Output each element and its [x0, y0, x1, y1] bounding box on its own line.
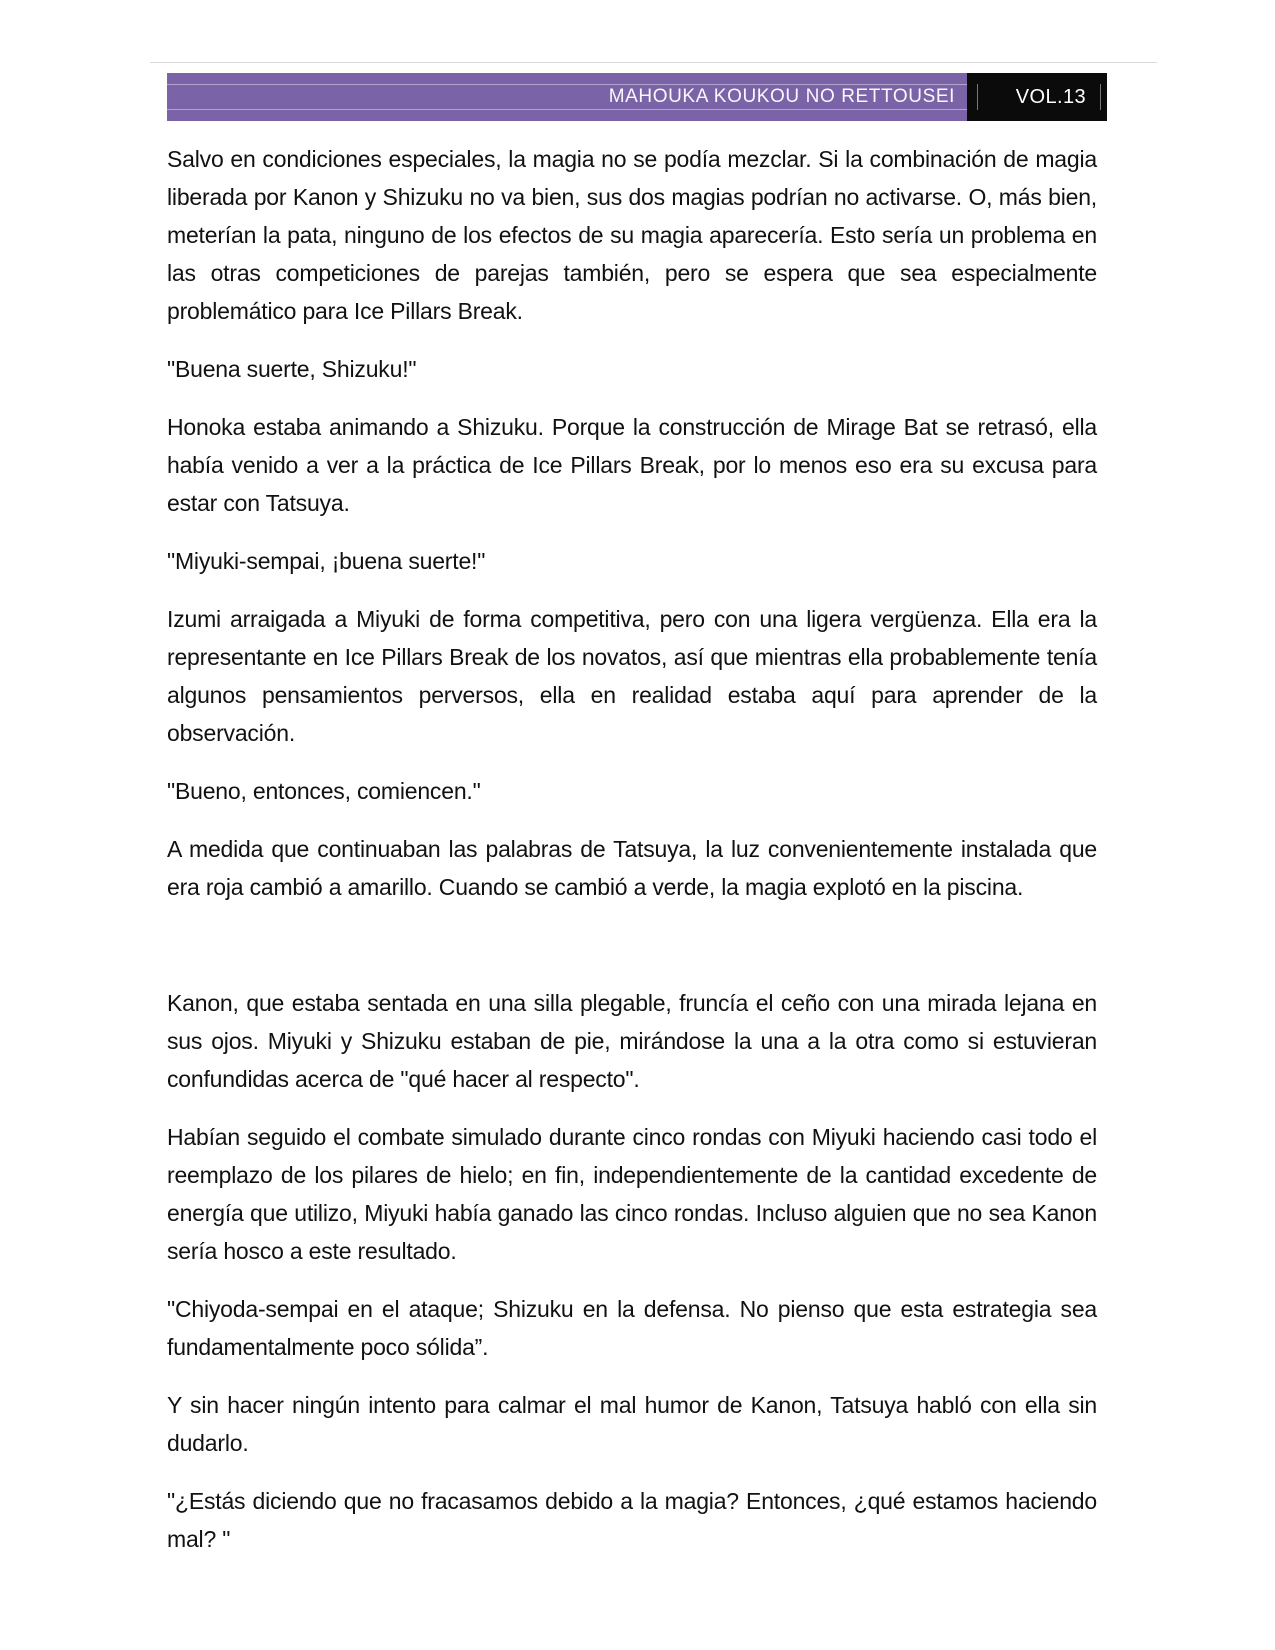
paragraph: Salvo en condiciones especiales, la magia no se podía mezclar. Si la combinación de magia liberada por Kanon y Shizuku no va bien, sus dos magias podrían no activarse. O, más bien, meterían la pata, ninguno de los efectos de su magia aparecería. Esto sería un problema en las otras competiciones de parejas también, pero se espera que sea especialmente problemático para Ice Pillars Break.	[167, 146, 1097, 324]
header-bar	[167, 73, 1107, 121]
volume-label: VOL.13	[977, 84, 1101, 110]
paragraph: Habían seguido el combate simulado durante cinco rondas con Miyuki haciendo casi todo el reemplazo de los pilares de hielo; en fin, independientemente de la cantidad excedente de energía que utilizo, Miyuki había ganado las cinco rondas. Incluso alguien que no sea Kanon sería hosco a este resultado.	[167, 1124, 1097, 1264]
volume-box	[967, 73, 1107, 121]
paragraph: Kanon, que estaba sentada en una silla plegable, fruncía el ceño con una mirada lejana en sus ojos. Miyuki y Shizuku estaban de pie, mirándose la una a la otra como si estuvieran confundidas acerca de "qué hacer al respecto".	[167, 990, 1097, 1092]
paragraph: "Miyuki-sempai, ¡buena suerte!"	[167, 548, 486, 574]
page-content	[167, 140, 1097, 1578]
blank-line	[167, 926, 1097, 964]
paragraph: Y sin hacer ningún intento para calmar el mal humor de Kanon, Tatsuya habló con ella sin dudarlo.	[167, 1392, 1097, 1456]
paragraph: Honoka estaba animando a Shizuku. Porque la construcción de Mirage Bat se retrasó, ella había venido a ver a la práctica de Ice Pillars Break, por lo menos eso era su excusa para estar con Tatsuya.	[167, 414, 1097, 516]
paragraph: Izumi arraigada a Miyuki de forma competitiva, pero con una ligera vergüenza. Ella era la representante en Ice Pillars Break de los novatos, así que mientras ella probablemente tenía algunos pensamientos perversos, ella en realidad estaba aquí para aprender de la observación.	[167, 606, 1097, 746]
paragraph: A medida que continuaban las palabras de Tatsuya, la luz convenientemente instalada que era roja cambió a amarillo. Cuando se cambió a verde, la magia explotó en la piscina.	[167, 836, 1097, 900]
paragraph: "Bueno, entonces, comiencen."	[167, 778, 481, 804]
header-top-rule	[150, 62, 1157, 63]
paragraph: "Buena suerte, Shizuku!"	[167, 356, 417, 382]
paragraph: "¿Estás diciendo que no fracasamos debido a la magia? Entonces, ¿qué estamos haciendo mal? "	[167, 1488, 1097, 1552]
paragraph: "Chiyoda-sempai en el ataque; Shizuku en la defensa. No pienso que esta estrategia sea fundamentalmente poco sólida”.	[167, 1296, 1097, 1360]
book-title: MAHOUKA KOUKOU NO RETTOUSEI	[608, 86, 955, 107]
